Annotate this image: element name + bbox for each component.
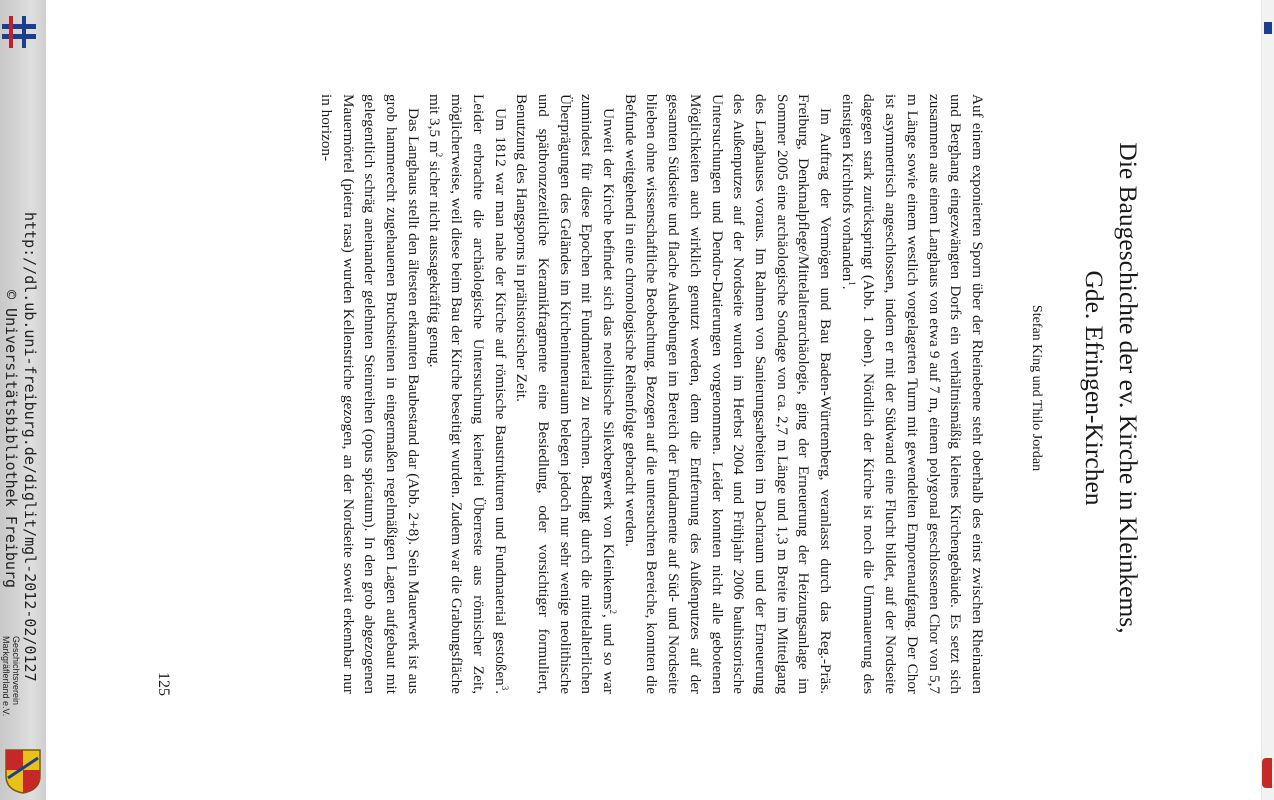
footnote-mark: 2: [608, 609, 619, 615]
footnote-mark: 3: [499, 685, 510, 691]
viewer-sidebar: [0, 0, 46, 800]
next-page-logo-icon: [1264, 22, 1272, 34]
paragraph-5: Das Langhaus stellt den ältesten erkannten Baubestand dar (Abb. 2+8). Sein Mauerwerk ist aus grob hammerecht zugehauenen Bruchsteinen in eingermaßen regelmäßigen Lagen aufgebaut mit gelegentlich schräg aneinander gelehnten Steinreihen (opus spicatum). In den grob abgezogenen Mauermörtel (pietra rasa) wurden Kellenstriche gezogen, an der Nordseite soweit erkennbar nur in horizon-: [317, 94, 422, 694]
paragraph-2: Im Auftrag der Vermögen und Bau Baden-Württemberg, veranlasst durch das Reg.-Präs. Freiburg, Denkmalpflege/Mittelalterarchäologie, ging der Erneuerung der Heizungsanlage im Sommer 2005 eine archäologische Sondage von ca. 2,7 m Länge und 1,3 m Breite im Mittelgang des Langhauses voraus. Im Rahmen von Sanierungsarbeiten im Dachraum und der Erneuerung des Außenputzes auf der Nordseite wurden im Herbst 2004 und Frühjahr 2006 bauhistorische Untersuchungen und Dendro-Datierungen vorgenommen. Leider konnten nicht alle gebotenen Möglichkeiten auch wirklich genutzt werden, denn die Entfernung des Außenputzes auf der gesamten Südseite und flache Aushebungen im Bereich der Fundamente auf Süd- und Nordseite blieben ohne wissenschaftliche Beobachtung. Bezogen auf die untersuchten Bereiche, konnten die Befunde weitgehend in eine chronologische Reihenfolge gebracht werden.: [621, 94, 835, 694]
viewer-right-edge: [1261, 0, 1274, 800]
article-title-line-1: Die Baugeschichte der ev. Kirche in Kleinkems,: [1114, 142, 1143, 634]
publisher-line-1: Geschichtsverein: [11, 636, 21, 706]
article-title-line-2: Gde. Efringen-Kirchen: [1080, 270, 1109, 506]
university-logo-icon: [0, 14, 40, 50]
next-page-crest-icon: [1262, 758, 1272, 788]
copyright-notice: © Universitätsbibliothek Freiburg: [2, 290, 20, 589]
paragraph-3: Unweit der Kirche befindet sich das neolithische Silexbergwerk von Kleinkems$^2$, und so war zumindest für diese Epochen mit Fundmaterial zu rechnen. Bedingt durch die mittelalterlichen Überprägungen des Geländes im Kircheninnenraum belegen jedoch nur sehr wenige neolithische und spätbronzezeitliche Keramikfragmente eine Besiedlung, oder vorsichtiger formuliert, Benutzung des Hangsporns in prähistorischer Zeit.: [513, 94, 619, 694]
article-title: [1077, 138, 1145, 638]
article-body: [315, 94, 988, 694]
page-number: 125: [155, 672, 172, 696]
document-url[interactable]: http://dl.ub.uni-freiburg.de/diglit/mgl-2012-02/0127: [21, 212, 39, 682]
crest-icon: [4, 748, 42, 794]
article-authors: Stefan King und Thilo Jordan: [1029, 304, 1044, 472]
footnote-mark: 1: [846, 281, 857, 286]
paragraph-1: Auf einem exponierten Sporn über der Rheinebene steht oberhalb des einst zwischen Rheinauen und Berghang eingezwängten Dorfs ein verhältnismäßig kleines Kirchengebäude. Es setzt sich zusammen aus einem Langhaus von etwa 9 auf 7 m, einem polygonal geschlossenen Chor von 5,7 m Länge sowie einem westlich vorgelagerten Turm mit gewendelten Emporenaufgang. Der Chor ist asymmetrisch angeschlossen, indem er mit der Südwand eine Flucht bildet, auf der Nordseite dagegen stark zurückspringt (Abb. 1 oben). Nördlich der Kirche ist noch die Ummauerung des einstigen Kirchhofs vorhanden$^1$.: [838, 94, 986, 694]
publisher-name: [1, 636, 21, 716]
superscript-mark: 2: [434, 152, 445, 158]
paragraph-4: Um 1812 war man nahe der Kirche auf römische Baustrukturen und Fundmaterial gestoßen$^3$. Leider erbrachte die archäologische Untersuchung keinerlei Überreste aus römischer Zeit, möglicherweise, weil diese beim Bau der Kirche beseitigt wurden. Zudem war die Grabungsfläche mit 3,5 $m^2$ sicher nicht aussagekräftig genug.: [426, 94, 510, 694]
publisher-line-2: Markgräflerland e.V.: [1, 636, 11, 717]
